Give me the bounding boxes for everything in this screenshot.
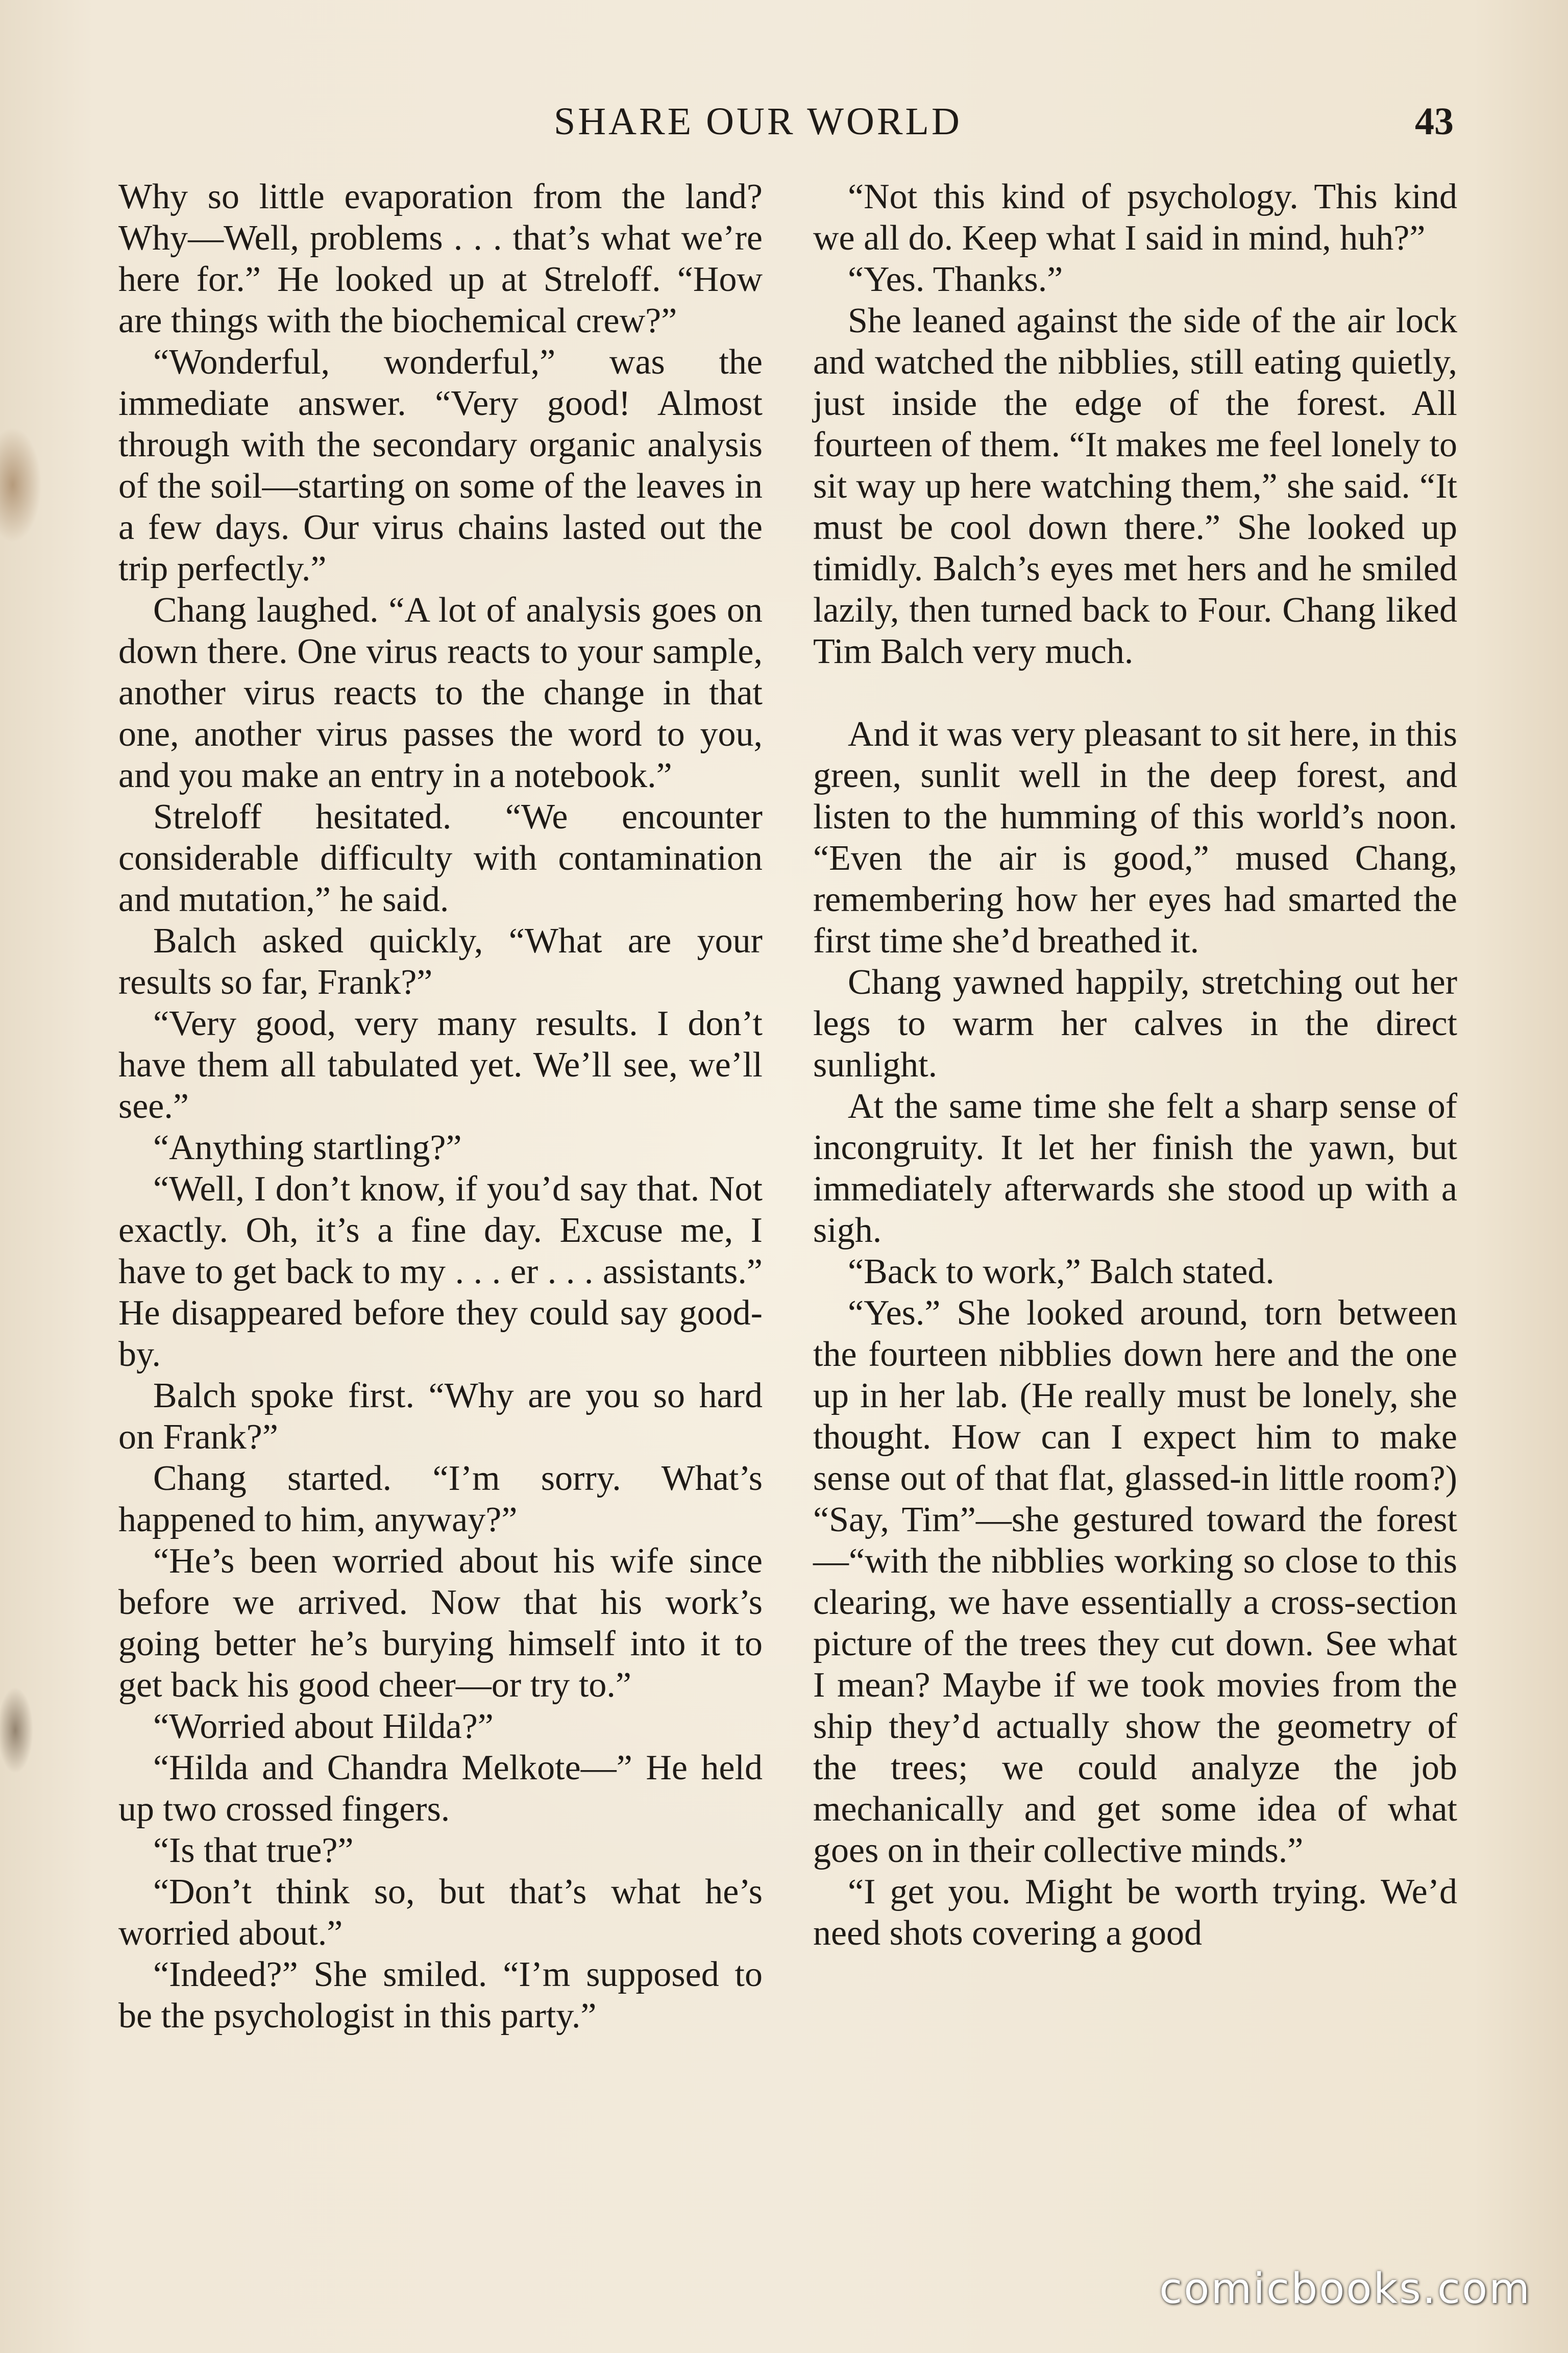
paragraph: “Anything startling?”: [153, 1128, 462, 1167]
paragraph: And it was very pleasant to sit here, in this green, sunlit well in the deep forest, and listen to the humming of this world’s noon. “Even the air is good,” mused Chang, remembering how her eyes had smarted the first time she’d breathed it.: [813, 715, 1457, 961]
paragraph: “Indeed?” She smiled. “I’m supposed to be the psychologist in this party.”: [118, 1955, 763, 2036]
paragraph: Chang yawned happily, stretching out her legs to warm her calves in the direct sunlight.: [813, 963, 1457, 1085]
paragraph: Why so little evaporation from the land? Why—Well, problems . . . that’s what we’re here for.” He looked up at Streloff. “How are things with the biochemical crew?”: [118, 177, 763, 340]
left-text-column: [118, 176, 763, 2037]
paragraph: “Worried about Hilda?”: [153, 1707, 494, 1746]
paragraph: “Not this kind of psychology. This kind we all do. Keep what I said in mind, huh?”: [813, 177, 1457, 258]
paragraph: Chang laughed. “A lot of analysis goes on down there. One virus reacts to your sample, another virus reacts to the change in that one, another virus passes the word to you, and you make an entry in a notebook.”: [118, 591, 763, 795]
paragraph: “Wonderful, wonderful,” was the immediate answer. “Very good! Almost through with the secondary organic analysis of the soil—starting on some of the leaves in a few days. Our virus chains lasted out the trip perfectly.”: [118, 342, 763, 589]
paragraph: She leaned against the side of the air lock and watched the nibblies, still eating quietly, just inside the edge of the forest. All fourteen of them. “It makes me feel lonely to sit way up here watching them,” she said. “It must be cool down there.” She looked up timidly. Balch’s eyes met hers and he smiled lazily, then turned back to Four. Chang liked Tim Balch very much.: [813, 301, 1457, 671]
paragraph: “Hilda and Chandra Melkote—” He held up two crossed fingers.: [118, 1748, 763, 1829]
paragraph: Balch asked quickly, “What are your results so far, Frank?”: [118, 921, 763, 1002]
paragraph: “Back to work,” Balch stated.: [848, 1252, 1275, 1291]
paragraph: “Very good, very many results. I don’t have them all tabulated yet. We’ll see, we’ll see.”: [118, 1004, 763, 1126]
paragraph: At the same time she felt a sharp sense of incongruity. It let her finish the yawn, but immediately afterwards she stood up with a sigh.: [813, 1087, 1457, 1250]
page-number: 43: [1415, 100, 1454, 143]
paragraph: “I get you. Might be worth trying. We’d need shots covering a good: [813, 1872, 1457, 1953]
paragraph: “Don’t think so, but that’s what he’s worried about.”: [118, 1872, 763, 1953]
paragraph: “Well, I don’t know, if you’d say that. Not exactly. Oh, it’s a fine day. Excuse me, I have to get back to my . . . er . . . assistants.” He disappeared before they could say good-by.: [118, 1169, 763, 1374]
paragraph: Streloff hesitated. “We encounter considerable difficulty with contamination and mutation,” he said.: [118, 797, 763, 919]
paragraph: “He’s been worried about his wife since before we arrived. Now that his work’s going better he’s burying himself into it to get back his good cheer—or try to.”: [118, 1541, 763, 1705]
paragraph: Chang started. “I’m sorry. What’s happened to him, anyway?”: [118, 1459, 763, 1539]
paragraph: “Yes.” She looked around, torn between the fourteen nibblies down here and the one up in her lab. (He really must be lonely, she thought. How can I expect him to make sense out of that flat, glassed-in little room?) “Say, Tim”—she gestured toward the forest—“with the nibblies working so close to this clearing, we have essentially a cross-section picture of the trees they cut down. See what I mean? Maybe if we took movies from the ship they’d actually show the geometry of the trees; we could analyze the job mechanically and get some idea of what goes on in their collective minds.”: [813, 1293, 1457, 1870]
paragraph: “Is that true?”: [153, 1831, 354, 1870]
right-text-column: [813, 176, 1457, 1954]
running-title: SHARE OUR WORLD: [554, 100, 962, 143]
watermark: comicbooks.com: [1159, 2265, 1531, 2313]
paragraph: “Yes. Thanks.”: [848, 260, 1063, 299]
paragraph: Balch spoke first. “Why are you so hard on Frank?”: [118, 1376, 763, 1457]
